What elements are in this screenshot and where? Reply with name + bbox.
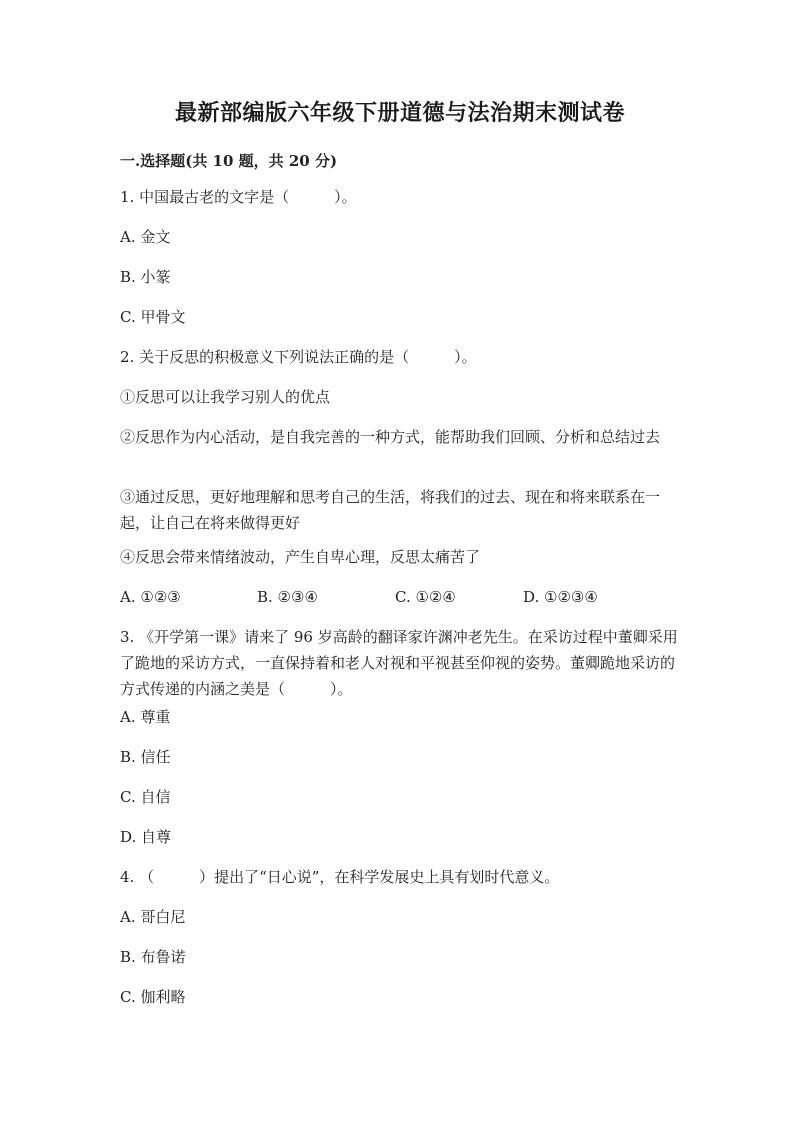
question-1-option-c: C. 甲骨文	[120, 308, 186, 326]
page-title: 最新部编版六年级下册道德与法治期末测试卷	[174, 100, 625, 126]
question-3-option-a: A. 尊重	[120, 708, 171, 726]
question-1-option-a: A. 金文	[120, 228, 171, 246]
question-4-stem: 4. （ ）提出了“日心说”，在科学发展史上具有划时代意义。	[120, 868, 560, 886]
question-2-statement-3: ③通过反思，更好地理解和思考自己的生活，将我们的过去、现在和将来联系在一起，让自己在将来做得更好	[120, 488, 661, 532]
question-3-option-b: B. 信任	[120, 748, 171, 766]
question-2-statement-2: ②反思作为内心活动，是自我完善的一种方式，能帮助我们回顾、分析和总结过去	[120, 428, 661, 446]
question-4-option-c: C. 伽利略	[120, 988, 186, 1006]
question-2-statement-4: ④反思会带来情绪波动，产生自卑心理，反思太痛苦了	[120, 548, 481, 566]
question-3-option-c: C. 自信	[120, 788, 171, 806]
question-2-option-d: D. ①②③④	[523, 588, 598, 606]
question-3-stem: 3. 《开学第一课》请来了 96 岁高龄的翻译家许渊冲老先生。在采访过程中董卿采用了跪地的采访方式，一直保持着和老人对视和平视甚至仰视的姿势。董卿跪地采访的方式传递的内涵之美是（ ）。	[120, 628, 678, 698]
question-2-stem: 2. 关于反思的积极意义下列说法正确的是（ ）。	[120, 348, 477, 366]
section-heading: 一.选择题(共 10 题，共 20 分)	[120, 152, 338, 170]
question-2-statement-1: ①反思可以让我学习别人的优点	[120, 388, 331, 406]
question-2-option-c: C. ①②④	[395, 588, 456, 606]
question-2-option-b: B. ②③④	[257, 588, 318, 606]
question-4-option-b: B. 布鲁诺	[120, 948, 186, 966]
question-1-stem: 1. 中国最古老的文字是（ ）。	[120, 188, 357, 206]
question-4-option-a: A. 哥白尼	[120, 908, 186, 926]
question-2-option-a: A. ①②③	[120, 588, 181, 606]
question-1-option-b: B. 小篆	[120, 268, 171, 286]
question-3-option-d: D. 自尊	[120, 828, 172, 846]
question-2-options	[120, 584, 680, 610]
